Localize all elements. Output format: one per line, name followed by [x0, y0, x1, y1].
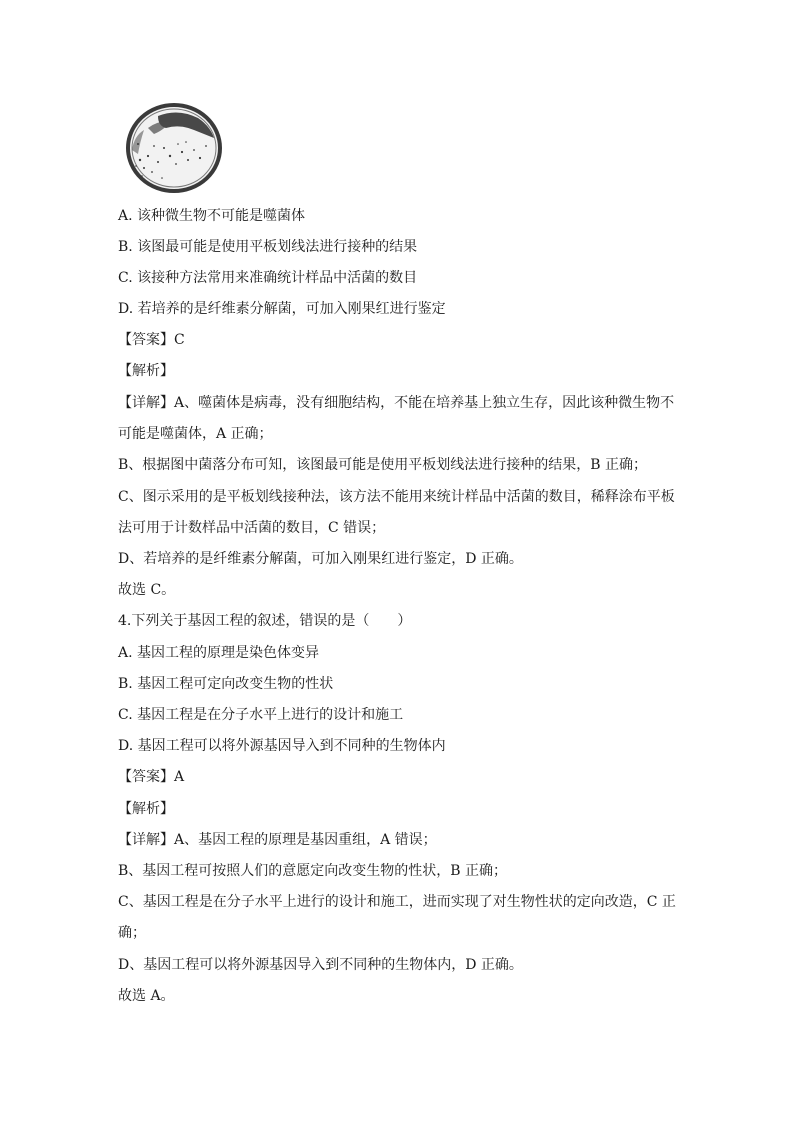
q4-detail-line: 【详解】A、基因工程的原理是基因重组，A 错误； [118, 832, 437, 848]
q4-detail-line: C、基因工程是在分子水平上进行的设计和施工，进而实现了对生物性状的定向改造，C 正 [118, 894, 676, 910]
q4-option-c: C. 基因工程是在分子水平上进行的设计和施工 [118, 707, 404, 723]
q3-option-a: A. 该种微生物不可能是噬菌体 [118, 208, 306, 224]
q4-detail-line: 确； [118, 925, 146, 941]
q3-analysis-heading: 【解析】 [118, 363, 174, 379]
q3-detail-line: 【详解】A、噬菌体是病毒，没有细胞结构，不能在培养基上独立生存，因此该种微生物不 [118, 395, 675, 411]
q3-option-c: C. 该接种方法常用来准确统计样品中活菌的数目 [118, 270, 418, 286]
q4-option-a: A. 基因工程的原理是染色体变异 [118, 645, 320, 661]
q3-detail-line: 法可用于计数样品中活菌的数目，C 错误； [118, 520, 386, 536]
q4-detail-line: B、基因工程可按照人们的意愿定向改变生物的性状，B 正确； [118, 863, 508, 879]
q4-stem: 4.下列关于基因工程的叙述，错误的是（ ） [118, 613, 412, 629]
q3-detail-line: D、若培养的是纤维素分解菌，可加入刚果红进行鉴定，D 正确。 [118, 551, 523, 567]
q3-detail-line: 可能是噬菌体，A 正确； [118, 426, 273, 442]
q4-answer: 【答案】A [118, 769, 185, 785]
q3-detail-line: B、根据图中菌落分布可知，该图最可能是使用平板划线法进行接种的结果，B 正确； [118, 457, 648, 473]
q3-answer: 【答案】C [118, 332, 185, 348]
q3-option-b: B. 该图最可能是使用平板划线法进行接种的结果 [118, 239, 418, 255]
q4-detail-line: D、基因工程可以将外源基因导入到不同种的生物体内，D 正确。 [118, 957, 523, 973]
q4-conclusion: 故选 A。 [118, 988, 175, 1004]
q4-option-d: D. 基因工程可以将外源基因导入到不同种的生物体内 [118, 738, 446, 754]
petri-dish-figure [118, 100, 226, 196]
q4-option-b: B. 基因工程可定向改变生物的性状 [118, 676, 334, 692]
q3-option-d: D. 若培养的是纤维素分解菌，可加入刚果红进行鉴定 [118, 301, 446, 317]
q4-analysis-heading: 【解析】 [118, 801, 174, 817]
q3-detail-line: C、图示采用的是平板划线接种法，该方法不能用来统计样品中活菌的数目，稀释涂布平板 [118, 489, 675, 505]
q3-conclusion: 故选 C。 [118, 582, 176, 598]
